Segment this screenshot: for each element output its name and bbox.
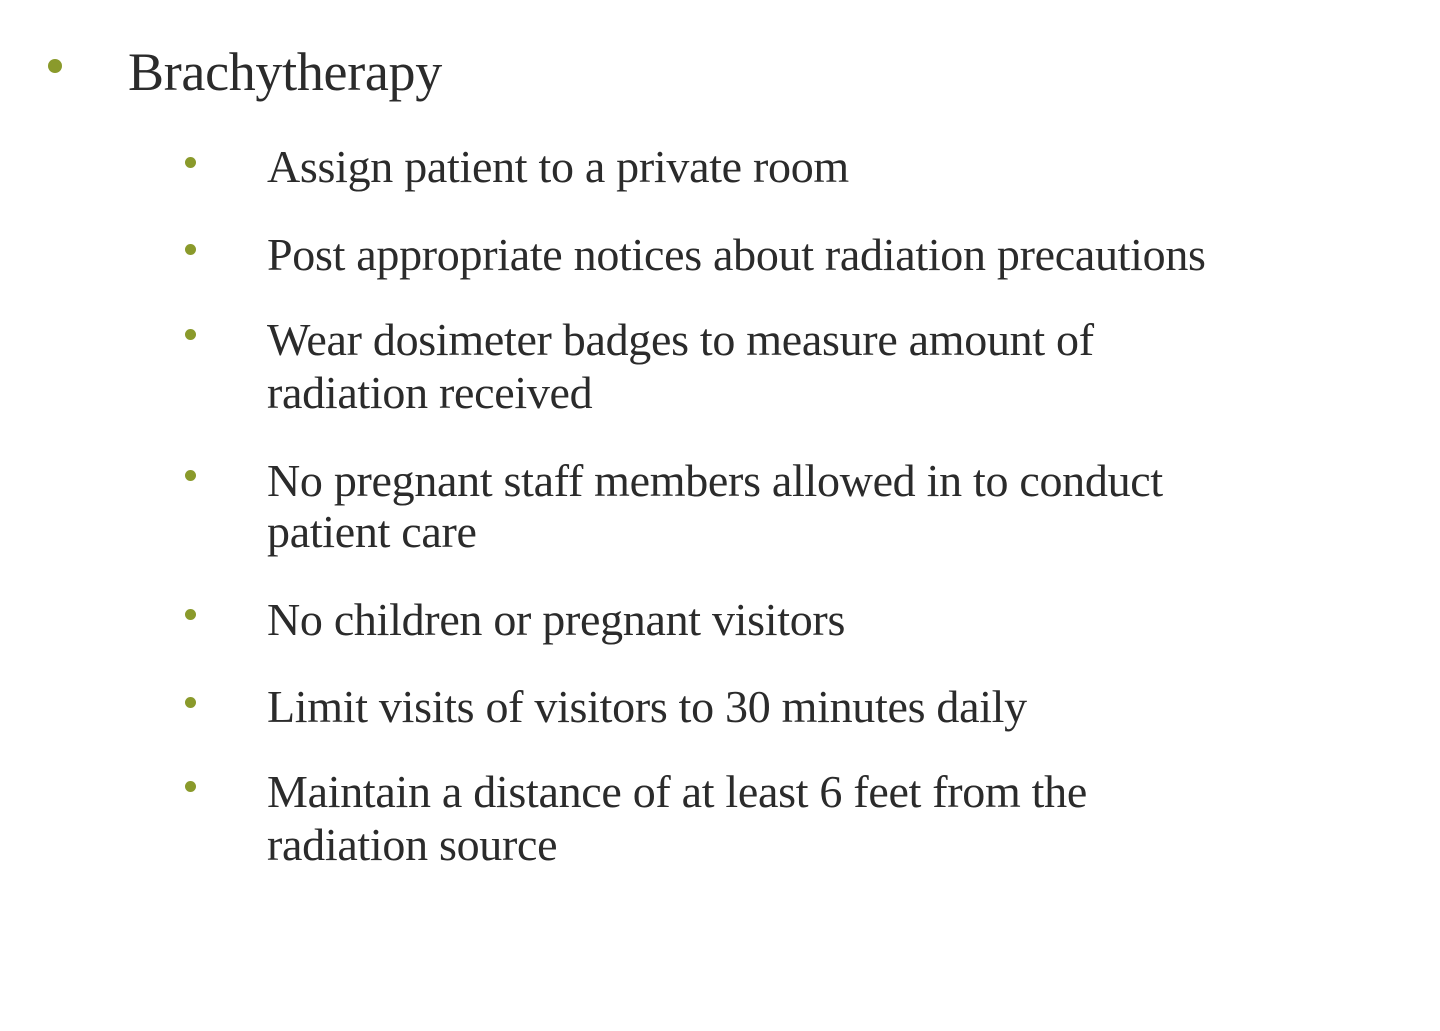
bullet-icon [185, 781, 196, 792]
list-item: Limit visits of visitors to 30 minutes daily [267, 681, 1027, 732]
list-item: No children or pregnant visitors [267, 594, 846, 645]
list-item: No pregnant staff members allowed in to conduct [267, 455, 1163, 506]
list-item-continuation: patient care [267, 506, 477, 557]
list-item: Assign patient to a private room [267, 141, 849, 192]
list-item: Post appropriate notices about radiation precautions [267, 229, 1206, 280]
bullet-icon [185, 329, 196, 340]
bullet-icon [185, 609, 196, 620]
bullet-icon [48, 59, 62, 73]
slide-heading: Brachytherapy [128, 42, 442, 102]
list-item-continuation: radiation source [267, 819, 558, 870]
list-item: Wear dosimeter badges to measure amount of [267, 314, 1094, 365]
list-item-continuation: radiation received [267, 367, 593, 418]
bullet-icon [185, 697, 196, 708]
bullet-icon [185, 470, 196, 481]
bullet-icon [185, 157, 196, 168]
list-item: Maintain a distance of at least 6 feet from the [267, 766, 1087, 817]
bullet-icon [185, 244, 196, 255]
